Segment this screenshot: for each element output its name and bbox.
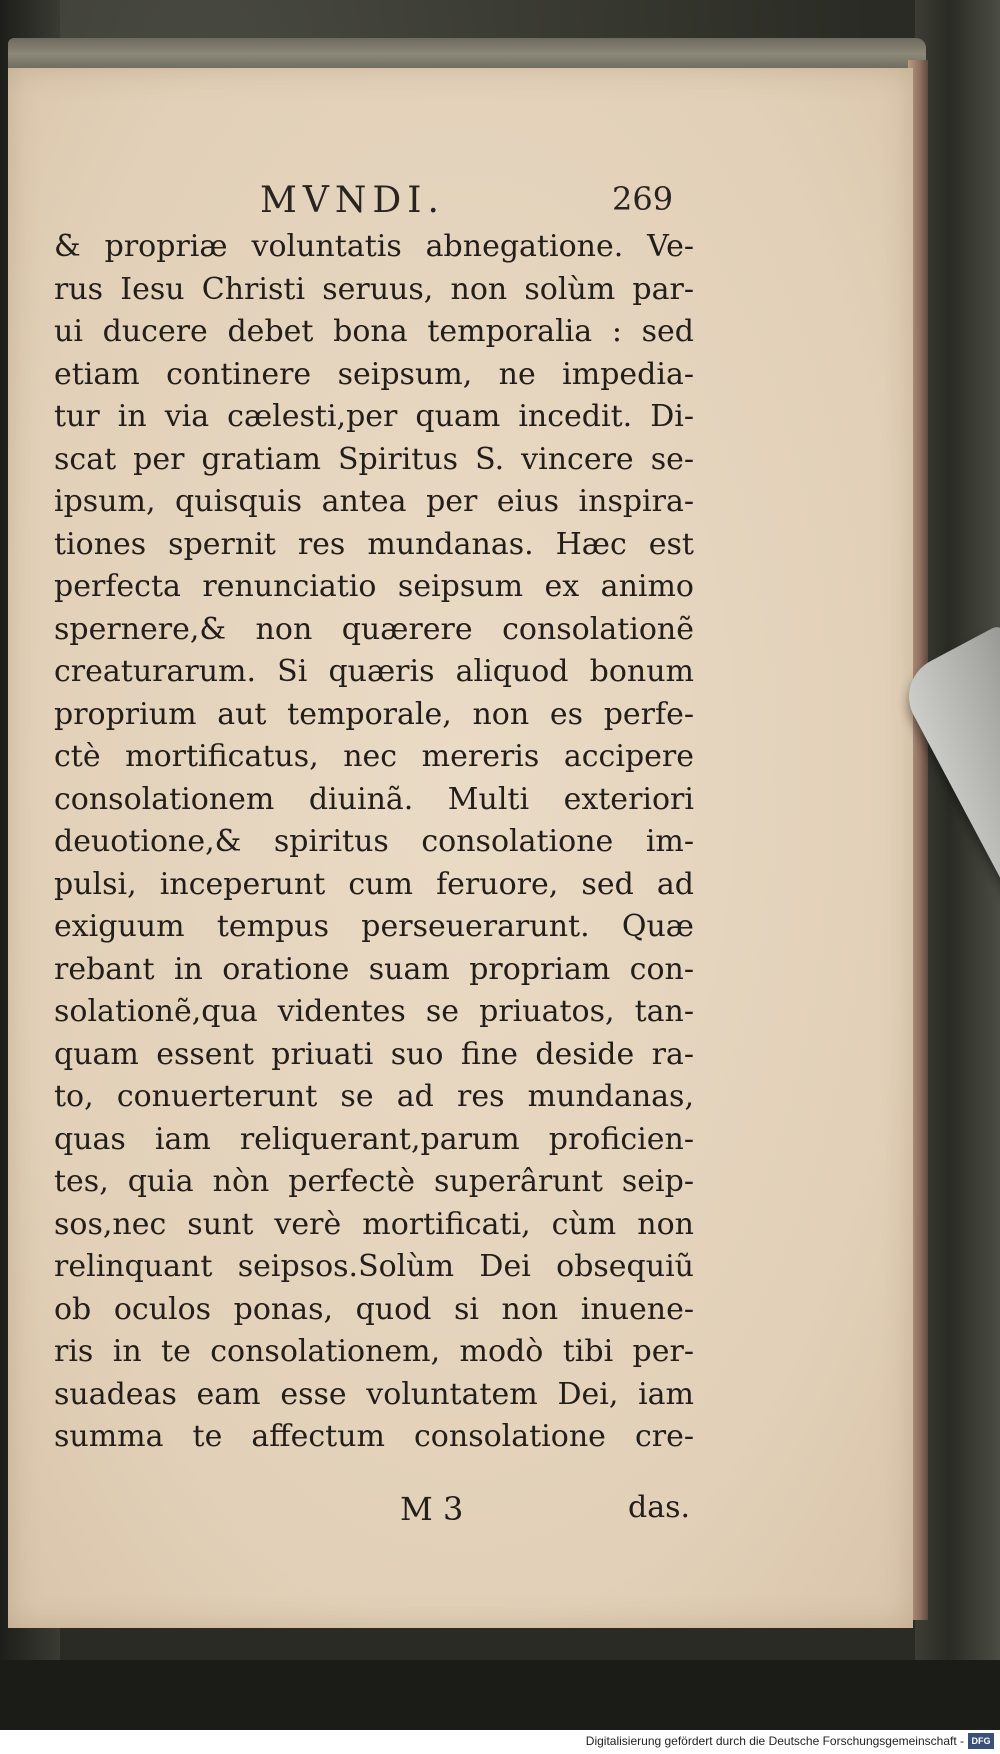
text-line: ob oculos ponas, quod si non inuene- [54,1291,694,1327]
text-line: ctè mortificatus, nec mereris accipere [54,739,694,774]
text-line: ui ducere debet bona temporalia : sed [54,314,694,349]
text-line: proprium aut temporale, non es perfe- [54,696,694,732]
text-line: creaturarum. Si quæris aliquod bonum [54,654,694,689]
book-cover-bottom [0,1660,1000,1730]
text-line: ris in te consolationem, modò tibi per- [54,1334,694,1369]
text-line: consolationem diuinã. Multi exteriori [54,781,694,817]
text-line: ipsum, quisquis antea per eius inspira- [54,484,694,519]
text-line: quas iam reliquerant,parum proficien- [54,1121,694,1157]
text-line: to, conuerterunt se ad res mundanas, [54,1079,694,1114]
text-line: tiones spernit res mundanas. Hæc est [54,526,694,562]
footer-credit: Digitalisierung gefördert durch die Deutsche Forschungsgemeinschaft - [585,1734,964,1748]
body-text [54,226,694,1459]
text-line: rus Iesu Christi seruus, non solùm par- [54,271,694,307]
text-line: tes, quia nòn perfectè superârunt seip- [54,1164,694,1199]
catchword: das. [628,1490,691,1525]
text-line: summa te affectum consolatione cre- [54,1419,694,1454]
page-number: 269 [612,180,674,218]
text-line: spernere,& non quærere consolationẽ [54,611,694,647]
text-line: scat per gratiam Spiritus S. vincere se- [54,441,694,477]
text-line: perfecta renunciatio seipsum ex animo [54,569,694,604]
footer-bar [0,1730,1000,1754]
text-line: & propriæ voluntatis abnegatione. Ve- [54,229,694,264]
text-line: deuotione,& spiritus consolatione im- [54,824,694,859]
text-line: suadeas eam esse voluntatem Dei, iam [54,1376,694,1412]
text-line: sos,nec sunt verè mortificati, cùm non [54,1206,694,1242]
text-line: tur in via cælesti,per quam incedit. Di- [54,399,694,434]
text-line: etiam continere seipsum, ne impedia- [54,356,694,392]
text-line: relinquant seipsos.Solùm Dei obsequiũ [54,1249,694,1284]
dfg-logo: DFG [968,1733,994,1749]
signature-mark: M 3 [400,1490,464,1528]
text-line: exiguum tempus perseuerarunt. Quæ [54,909,694,944]
text-line: solationẽ,qua videntes se priuatos, tan- [54,994,694,1029]
text-line: pulsi, inceperunt cum feruore, sed ad [54,866,694,902]
running-title: MVNDI. [260,180,445,221]
text-line: rebant in oratione suam propriam con- [54,951,694,987]
text-line: quam essent priuati suo fine deside ra- [54,1036,694,1072]
